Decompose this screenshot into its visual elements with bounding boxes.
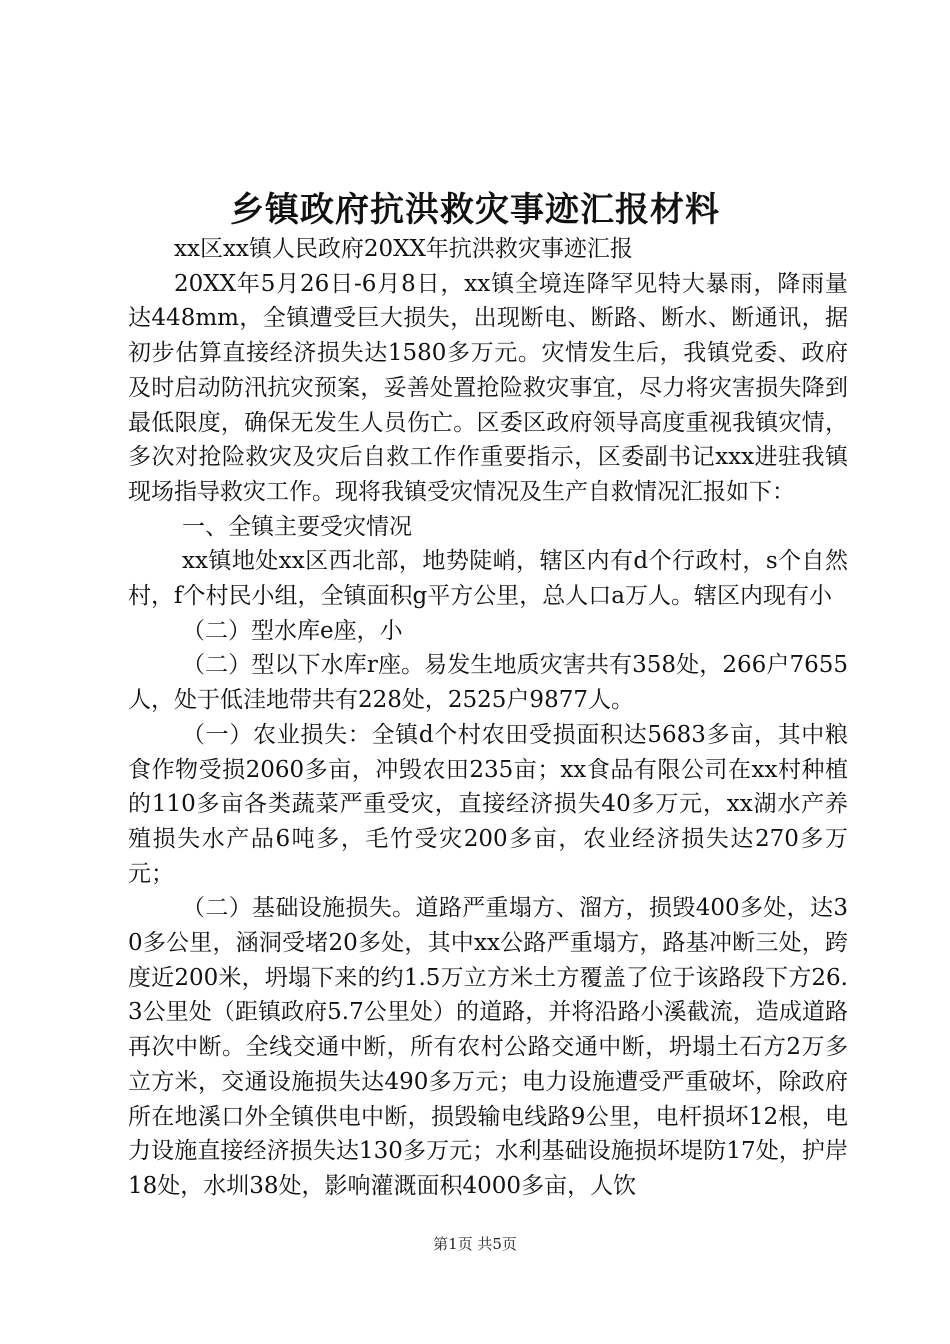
paragraph-intro: 20XX年5月26日-6月8日，xx镇全境连降罕见特大暴雨，降雨量达448mm，全镇遭受巨大损失，出现断电、断路、断水、断通讯，据初步估算直接经济损失达1580多万元。灾情发生后，我镇党委、政府及时启动防汛抗灾预案，妥善处置抢险救灾事宜，尽力将灾害损失降到最低限度，确保无发生人员伤亡。区委区政府领导高度重视我镇灾情，多次对抢险救灾及灾后自救工作作重要指示，区委副书记xxx进驻我镇现场指导救灾工作。现将我镇受灾情况及生产自救情况汇报如下： (128, 270, 848, 505)
document-body (128, 232, 848, 1204)
paragraph-town-overview: xx镇地处xx区西北部，地势陡峭，辖区内有d个行政村，s个自然村，f个村民小组，全镇面积g平方公里，总人口a万人。辖区内现有小 (128, 548, 848, 610)
document-title: 乡镇政府抗洪救灾事迹汇报材料 (230, 190, 720, 230)
section-heading-disaster-overview: 一、全镇主要受灾情况 (182, 513, 412, 540)
paragraph-subtitle: xx区xx镇人民政府20XX年抗洪救灾事迹汇报 (174, 236, 633, 262)
paragraph-infrastructure-loss: （二）基础设施损失。道路严重塌方、溜方，损毁400多处，达30多公里，涵洞受堵20多处，其中xx公路严重塌方，路基冲断三处，跨度近200米，坍塌下来的约1.5万立方米土方覆盖了位于该路段下方26.3公里处（距镇政府5.7公里处）的道路，并将沿路小溪截流，造成道路再次中断。全线交通中断，所有农村公路交通中断，坍塌土石方2万多立方米，交通设施损失达490多万元；电力设施遭受严重破坏，除政府所在地溪口外全镇供电中断，损毁输电线路9公里，电杆损坏12根，电力设施直接经济损失达130多万元；水利基础设施损坏堤防17处，护岸18处，水圳38处，影响灌溉面积4000多亩，人饮 (128, 895, 848, 1199)
page-footer: 第1页 共5页 (433, 1235, 517, 1253)
paragraph-reservoir-small: （二）型水库e座，小 (182, 617, 403, 644)
paragraph-agriculture-loss: （一）农业损失：全镇d个村农田受损面积达5683多亩，其中粮食作物受损2060多亩，冲毁农田235亩；xx食品有限公司在xx村种植的110多亩各类蔬菜严重受灾，直接经济损失40多万元，xx湖水产养殖损失水产品6吨多，毛竹受灾200多亩，农业经济损失达270多万元； (128, 721, 848, 887)
paragraph-reservoir-below: （二）型以下水库r座。易发生地质灾害共有358处，266户7655人，处于低洼地带共有228处，2525户9877人。 (128, 652, 848, 714)
